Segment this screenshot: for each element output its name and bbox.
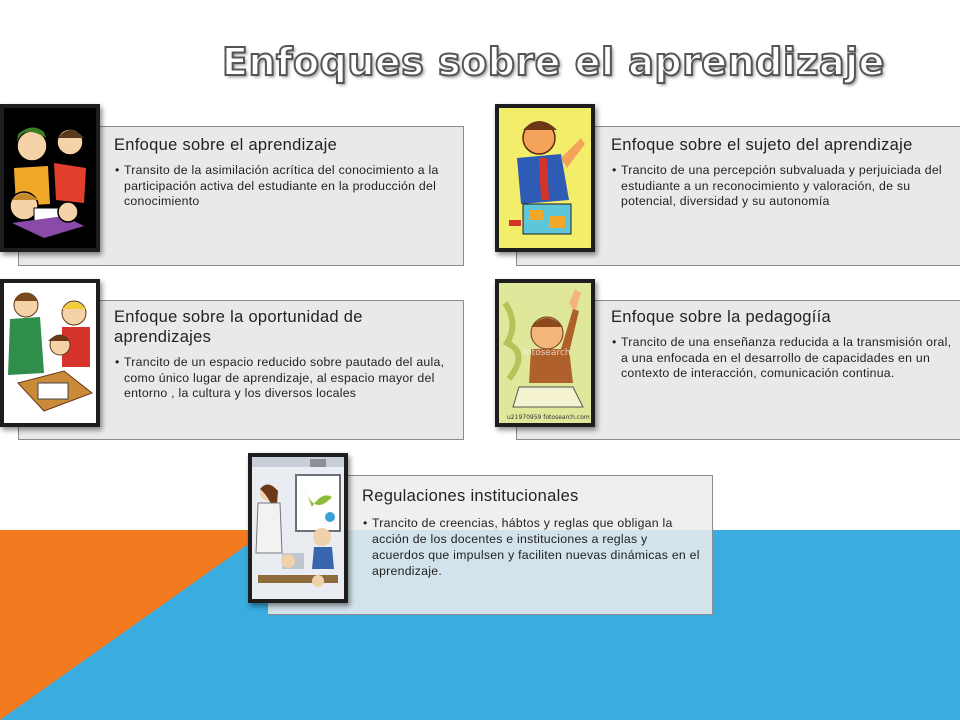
classroom-whiteboard-illustration-image bbox=[248, 453, 348, 603]
boy-building-illustration-icon bbox=[499, 108, 591, 248]
image-caption: u21970959 fotosearch.com bbox=[507, 414, 590, 421]
slide-title: Enfoques sobre el aprendizaje bbox=[222, 40, 885, 84]
card-bullet: • Trancito de una percepción subvaluada y perjuiciada del estudiante a un reconocimiento y valoración, de su potencial, diversidad y su autonomía bbox=[621, 163, 955, 210]
card-bullet-list bbox=[114, 355, 449, 402]
teacher-children-illustration-image bbox=[0, 279, 100, 427]
card-bullet-list bbox=[114, 163, 449, 210]
card-bullet: • Trancito de creencias, hábtos y reglas que obligan la acción de los docentes e instituciones a reglas y acuerdos que impulsen y faciliten nuevas dinámicas en el aprendizaje. bbox=[372, 515, 702, 579]
classroom-whiteboard-illustration-icon bbox=[252, 457, 344, 599]
card-bullet: • Trancito de un espacio reducido sobre pautado del aula, como único lugar de aprendizaje, al espacio mayor del entorno , la cultura y los diversos locales bbox=[124, 355, 449, 402]
card-bullet: • Trancito de una enseñanza reducida a la transmisión oral, a una enfocada en el desarrollo de capacidades en un contexto de interacción, comunicación continua. bbox=[621, 335, 955, 382]
card-heading: Enfoque sobre la oportunidad de aprendizajes bbox=[114, 308, 363, 346]
card-heading: Enfoque sobre la pedagogíía bbox=[611, 308, 832, 326]
card-heading: Enfoque sobre el sujeto del aprendizaje bbox=[611, 136, 913, 154]
background-orange-triangle bbox=[0, 530, 268, 720]
boy-raising-hand-illustration-image bbox=[495, 279, 595, 427]
card-bullet-list bbox=[611, 335, 955, 382]
card-bullet: • Transito de la asimilación acrítica del conocimiento a la participación activa del estudiante en la producción del conocimiento bbox=[124, 163, 449, 210]
students-illustration-image bbox=[0, 104, 100, 252]
card-bullet-list bbox=[362, 515, 702, 579]
watermark-label: fotosearch bbox=[523, 348, 571, 358]
teacher-children-illustration-icon bbox=[4, 283, 96, 423]
boy-raising-hand-illustration-icon bbox=[499, 283, 591, 423]
boy-building-illustration-image bbox=[495, 104, 595, 252]
card-heading: Regulaciones institucionales bbox=[362, 487, 579, 505]
students-illustration-icon bbox=[4, 108, 96, 248]
card-bullet-list bbox=[611, 163, 955, 210]
card-heading: Enfoque sobre el aprendizaje bbox=[114, 136, 338, 154]
